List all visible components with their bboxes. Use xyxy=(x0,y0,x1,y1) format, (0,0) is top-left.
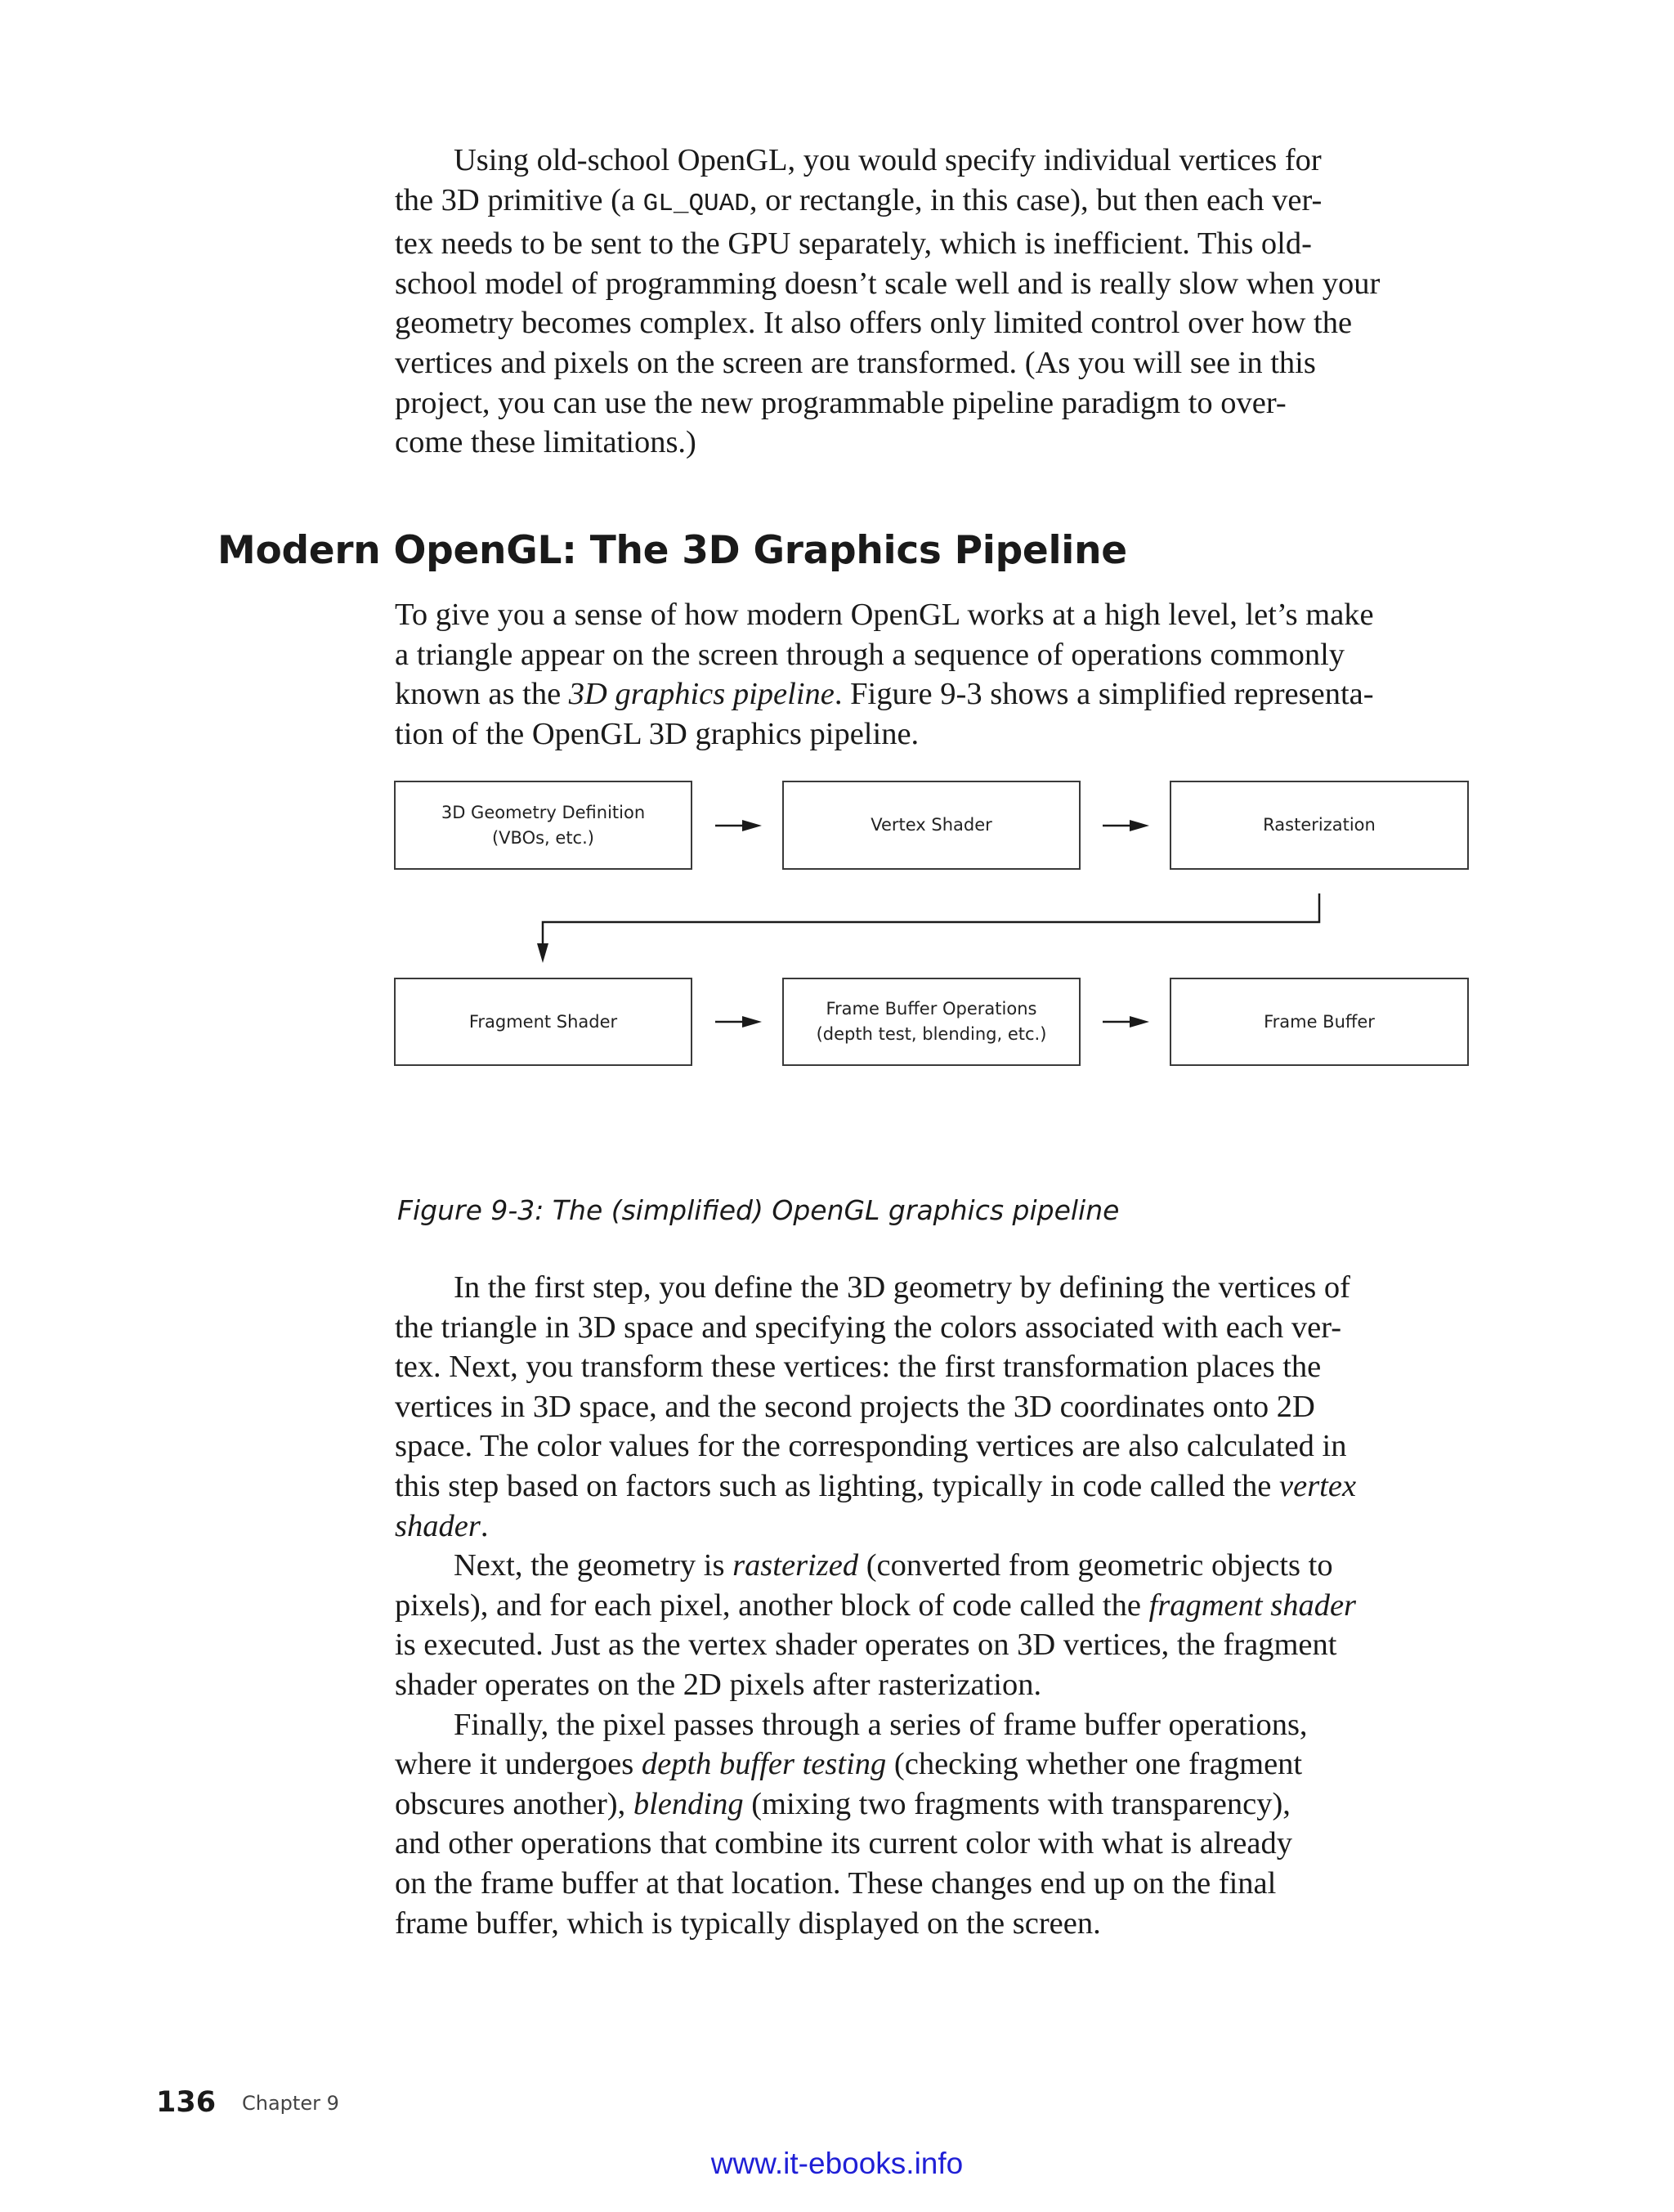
inline-code: GL_QUAD xyxy=(642,189,750,218)
text-line: on the frame buffer at that location. These changes end up on the final xyxy=(395,1865,1277,1901)
arrowhead xyxy=(1130,820,1149,831)
text-line: geometry becomes complex. It also offers only limited control over how the xyxy=(395,306,1353,341)
italic-term: 3D graphics pipeline xyxy=(568,677,835,712)
text-line: Using old-school OpenGL, you would specify individual vertices for xyxy=(454,143,1322,177)
italic-term: blending xyxy=(633,1786,744,1821)
text-line xyxy=(395,1546,1494,1586)
section-heading: Modern OpenGL: The 3D Graphics Pipeline xyxy=(217,528,1127,573)
text-line: vertices and pixels on the screen are transformed. (As you will see in this xyxy=(395,345,1316,380)
text-line: the triangle in 3D space and specifying the colors associated with each ver- xyxy=(395,1310,1342,1345)
chapter-label: Chapter 9 xyxy=(242,2092,339,2115)
text-line: tex. Next, you transform these vertices: the first transformation places the xyxy=(395,1350,1322,1385)
text-line xyxy=(395,1744,1494,1784)
rasterization-box xyxy=(1170,781,1469,870)
box-label: Frame Buffer Operations xyxy=(826,999,1037,1019)
figure-caption: Figure 9-3: The (simplified) OpenGL graphics pipeline xyxy=(397,1194,1120,1226)
italic-term: fragment shader xyxy=(1148,1587,1357,1623)
box-label: Fragment Shader xyxy=(468,1011,618,1032)
text-line: a triangle appear on the screen through a sequence of operations commonly xyxy=(395,637,1345,672)
arrowhead xyxy=(742,820,762,831)
vertex-shader-box xyxy=(782,781,1081,870)
box-label: (VBOs, etc.) xyxy=(491,827,594,848)
text-line: frame buffer, which is typically displayed on the screen. xyxy=(395,1905,1101,1941)
watermark-link[interactable]: www.it-ebooks.info xyxy=(710,2147,964,2180)
text-segment: . Figure 9-3 shows a simplified representa- xyxy=(834,677,1374,712)
text-line: Finally, the pixel passes through a series of frame buffer operations, xyxy=(454,1707,1308,1742)
text-line: school model of programming doesn’t scale well and is really slow when your xyxy=(395,266,1381,301)
text-line: To give you a sense of how modern OpenGL works at a high level, let’s make xyxy=(395,598,1374,632)
fragment-shader-box xyxy=(394,978,692,1066)
geometry-definition-box xyxy=(394,781,692,870)
text-line: In the first step, you define the 3D geometry by defining the vertices of xyxy=(454,1270,1350,1305)
text-segment: (converted from geometric objects to xyxy=(858,1548,1333,1583)
box-label: Rasterization xyxy=(1263,815,1376,835)
intro-paragraph xyxy=(395,141,1494,463)
text-line xyxy=(395,1507,1494,1547)
text-line: space. The color values for the corresponding vertices are also calculated in xyxy=(395,1429,1347,1464)
text-line: is executed. Just as the vertex shader operates on 3D vertices, the fragment xyxy=(395,1628,1337,1663)
text-segment: where it undergoes xyxy=(395,1747,642,1782)
text-line xyxy=(395,1586,1494,1626)
text-line: project, you can use the new programmable pipeline paradigm to over- xyxy=(395,385,1287,420)
page-number: 136 xyxy=(156,2086,217,2119)
italic-term: vertex xyxy=(1279,1468,1357,1503)
text-segment: . xyxy=(480,1508,489,1543)
italic-term: rasterized xyxy=(732,1548,859,1583)
text-segment: obscures another), xyxy=(395,1786,633,1821)
arrowhead xyxy=(1130,1016,1149,1028)
text-line: come these limitations.) xyxy=(395,425,696,460)
text-line xyxy=(395,181,1494,225)
box-label: 3D Geometry Definition xyxy=(441,802,646,822)
frame-buffer-box xyxy=(1170,978,1469,1066)
frame-buffer-operations-box xyxy=(782,978,1081,1066)
body-paragraphs xyxy=(395,1268,1494,1943)
text-line: vertices in 3D space, and the second projects the 3D coordinates onto 2D xyxy=(395,1389,1315,1424)
text-line: tex needs to be sent to the GPU separately, which is inefficient. This old- xyxy=(395,226,1312,262)
italic-term: depth buffer testing xyxy=(641,1747,887,1782)
arrowhead xyxy=(537,943,548,963)
text-line: shader operates on the 2D pixels after rasterization. xyxy=(395,1667,1042,1702)
text-segment: Next, the geometry is xyxy=(454,1548,733,1583)
arrowhead xyxy=(742,1016,762,1028)
section-intro-paragraph xyxy=(395,595,1494,754)
text-line xyxy=(395,674,1494,714)
box-label: Frame Buffer xyxy=(1264,1011,1375,1032)
box-label: (depth test, blending, etc.) xyxy=(816,1024,1047,1044)
box-label: Vertex Shader xyxy=(871,815,992,835)
text-line xyxy=(395,1466,1494,1507)
text-segment: pixels), and for each pixel, another block of code called the xyxy=(395,1587,1149,1623)
text-segment: the 3D primitive (a xyxy=(395,182,643,217)
text-segment: , or rectangle, in this case), but then each ver- xyxy=(749,182,1323,217)
text-segment: (checking whether one fragment xyxy=(886,1747,1303,1782)
text-line: tion of the OpenGL 3D graphics pipeline. xyxy=(395,716,920,751)
text-line xyxy=(395,1784,1494,1825)
text-segment: known as the xyxy=(395,677,569,712)
text-segment: this step based on factors such as lighting, typically in code called the xyxy=(395,1468,1280,1503)
italic-term: shader xyxy=(395,1508,481,1543)
text-segment: (mixing two fragments with transparency), xyxy=(743,1786,1291,1821)
arrow-raster-to-fragment xyxy=(543,893,1319,947)
text-line: and other operations that combine its current color with what is already xyxy=(395,1826,1292,1861)
